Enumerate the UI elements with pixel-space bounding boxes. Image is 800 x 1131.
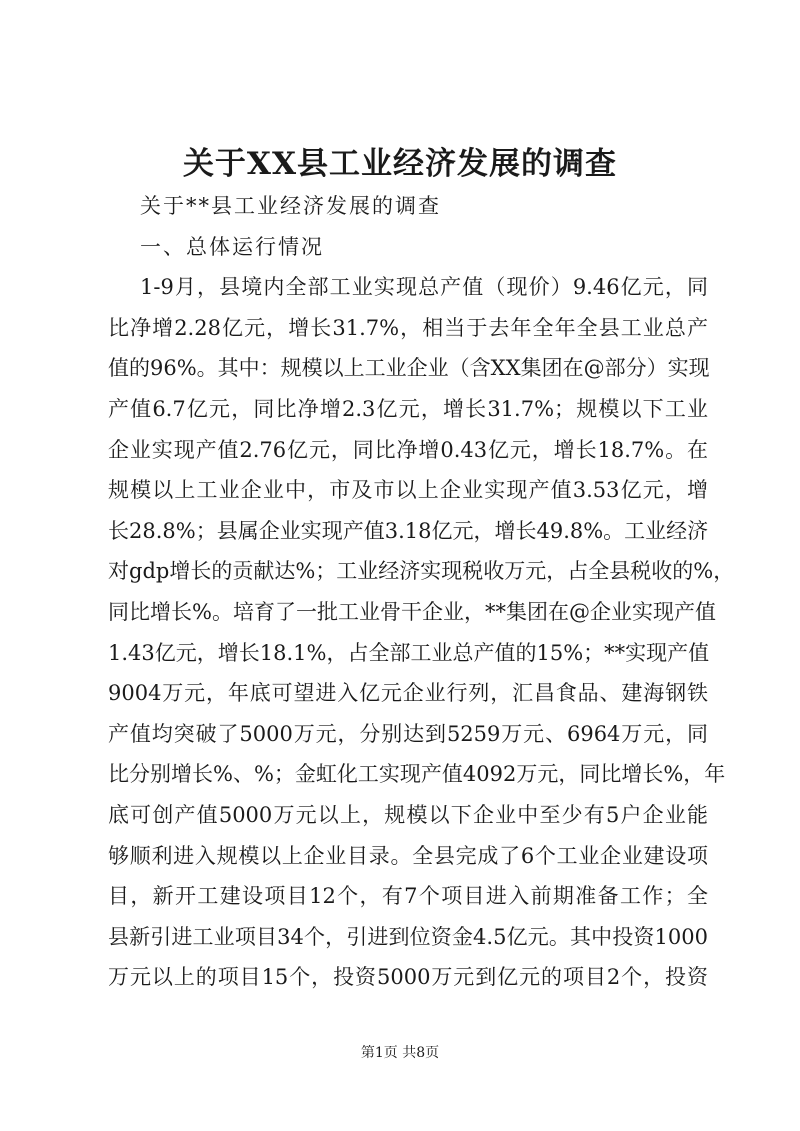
paragraph-line: 企业实现产值2.76亿元，同比净增0.43亿元，增长18.7%。在 bbox=[108, 437, 708, 462]
paragraph-line: 1.43亿元，增长18.1%，占全部工业总产值的15%；**实现产值 bbox=[108, 640, 710, 665]
subtitle-line: 关于**县工业经济发展的调查 bbox=[140, 194, 441, 218]
paragraph-line: 比分别增长%、%；金虹化工实现产值4092万元，同比增长%，年 bbox=[108, 762, 726, 787]
paragraph-line: 底可创产值5000万元以上，规模以下企业中至少有5户企业能 bbox=[108, 802, 708, 827]
paragraph-line: 万元以上的项目15个，投资5000万元到亿元的项目2个，投资 bbox=[108, 965, 708, 990]
paragraph-line: 目，新开工建设项目12个，有7个项目进入前期准备工作；全 bbox=[108, 884, 708, 909]
page-footer: 第1页 共8页 bbox=[360, 1045, 440, 1061]
paragraph-line: 比净增2.28亿元，增长31.7%，相当于去年全年全县工业总产 bbox=[108, 315, 708, 340]
paragraph-line: 9004万元，年底可望进入亿元企业行列，汇昌食品、建海钢铁 bbox=[108, 681, 708, 706]
paragraph-line: 县新引进工业项目34个，引进到位资金4.5亿元。其中投资1000 bbox=[108, 924, 708, 949]
paragraph-line: 同比增长%。培育了一批工业骨干企业，**集团在@企业实现产值 bbox=[108, 599, 716, 624]
document-body bbox=[108, 186, 735, 998]
paragraph-line: 够顺利进入规模以上企业目录。全县完成了6个工业企业建设项 bbox=[108, 843, 708, 868]
paragraph-line: 产值均突破了5000万元，分别达到5259万元、6964万元，同 bbox=[108, 721, 708, 746]
paragraph-line: 值的96%。其中：规模以上工业企业（含XX集团在@部分）实现 bbox=[108, 356, 710, 381]
paragraph-line: 1-9月，县境内全部工业实现总产值（现价）9.46亿元，同 bbox=[140, 275, 708, 300]
paragraph-line: 对gdp增长的贡献达%；工业经济实现税收万元，占全县税收的%， bbox=[108, 559, 735, 584]
paragraph-line: 产值6.7亿元，同比净增2.3亿元，增长31.7%；规模以下工业 bbox=[108, 396, 708, 421]
document-title: 关于XX县工业经济发展的调查 bbox=[182, 146, 618, 182]
paragraph-line: 长28.8%；县属企业实现产值3.18亿元，增长49.8%。工业经济 bbox=[108, 518, 709, 543]
section-heading: 一、总体运行情况 bbox=[140, 234, 324, 259]
paragraph-line: 规模以上工业企业中，市及市以上企业实现产值3.53亿元，增 bbox=[108, 478, 708, 503]
